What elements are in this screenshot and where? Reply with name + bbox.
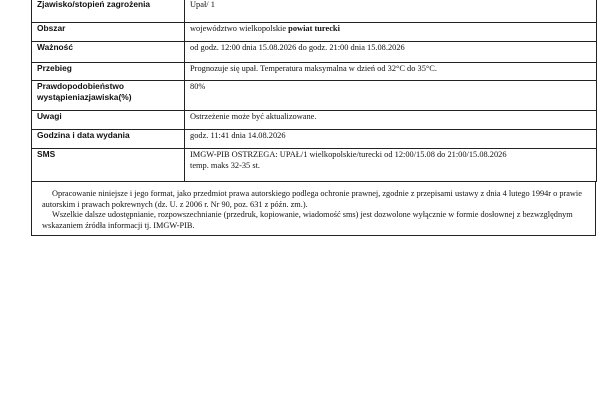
- row-sms: [32, 149, 597, 182]
- row-remarks: [32, 111, 597, 130]
- remarks-value: Ostrzeżenie może być aktualizowane.: [185, 111, 597, 130]
- probability-value: 80%: [185, 81, 597, 111]
- issue-time-label: Godzina i data wydania: [32, 130, 185, 149]
- warning-table: [31, 0, 597, 182]
- validity-label: Ważność: [32, 42, 185, 63]
- phenomenon-value: Upał/ 1: [185, 0, 597, 23]
- area-county: powiat turecki: [288, 24, 340, 33]
- sms-line1: IMGW-PIB OSTRZEGA: UPAŁ/1 wielkopolskie/turecki od 12:00/15.08 do 21:00/15.08.2026: [190, 150, 507, 159]
- area-region: województwo wielkopolskie: [190, 24, 289, 33]
- sms-label: SMS: [32, 149, 185, 182]
- redistribution-paragraph: Wszelkie dalsze udostępnianie, rozpowszechnianie (przedruk, kopiowanie, wiadomość sms) jest dozwolone wyłącznie w formie dosłownej z bezwzględnym wskazaniem źródła informacji tj. IMGW-PIB.: [42, 210, 573, 230]
- row-area: [32, 23, 597, 42]
- area-value: [185, 23, 597, 42]
- copyright-notice: [31, 181, 596, 236]
- row-validity: [32, 42, 597, 63]
- remarks-label: Uwagi: [32, 111, 185, 130]
- area-label: Obszar: [32, 23, 185, 42]
- sms-line2: temp. maks 32-35 st.: [190, 161, 261, 170]
- issue-time-value: godz. 11:41 dnia 14.08.2026: [185, 130, 597, 149]
- validity-value: od godz. 12:00 dnia 15.08.2026 do godz. 21:00 dnia 15.08.2026: [185, 42, 597, 63]
- row-phenomenon: [32, 0, 597, 23]
- probability-label-line1: Prawdopodobieństwo: [37, 81, 125, 91]
- sms-value: [185, 149, 597, 182]
- phenomenon-label: Zjawisko/stopień zagrożenia: [32, 0, 185, 23]
- row-course: [32, 63, 597, 81]
- probability-label-line2: wystąpieniazjawiska(%): [37, 92, 132, 102]
- row-issue-time: [32, 130, 597, 149]
- warning-document: [31, 0, 596, 400]
- copyright-paragraph: Opracowanie niniejsze i jego format, jako przedmiot prawa autorskiego podlega ochronie prawnej, zgodnie z przepisami ustawy z dnia 4 lutego 1994r o prawie autorskim i prawach pokrewnych (dz. U. z 2006 r. Nr 90, poz. 631 z późn. zm.).: [42, 189, 582, 209]
- course-label: Przebieg: [32, 63, 185, 81]
- probability-label: [32, 81, 185, 111]
- row-probability: [32, 81, 597, 111]
- course-value: Prognozuje się upał. Temperatura maksymalna w dzień od 32°C do 35°C.: [185, 63, 597, 81]
